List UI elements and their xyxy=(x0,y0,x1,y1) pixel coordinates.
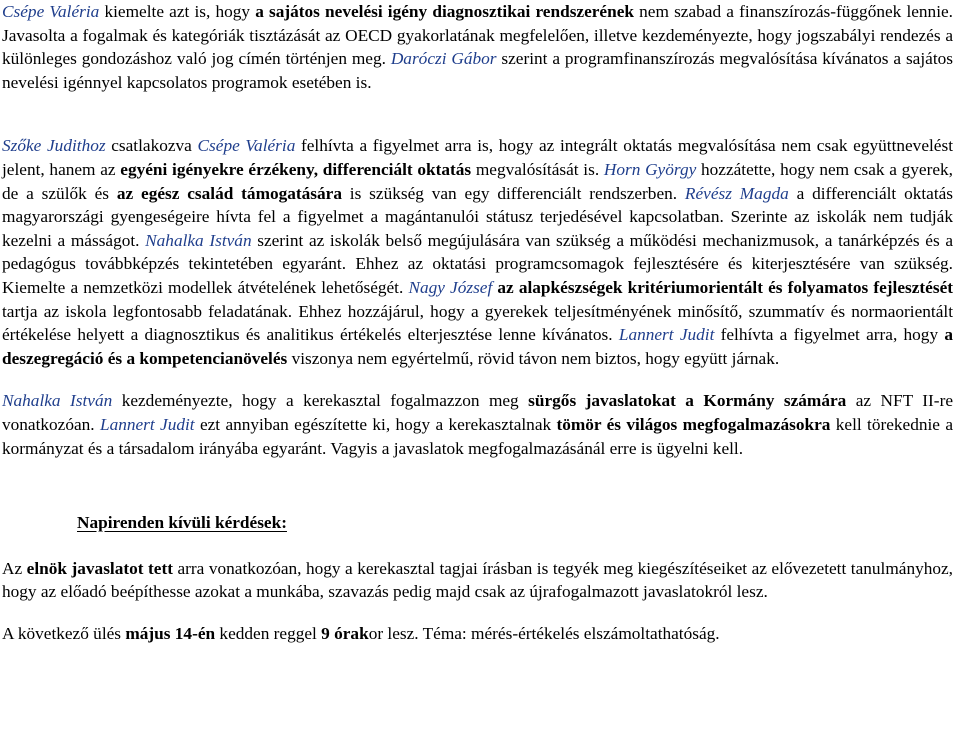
text-run: ezt annyiban egészítette ki, hogy a kerekasztalnak xyxy=(194,414,557,434)
person-name: Csépe Valéria xyxy=(197,136,296,156)
text-run: is szükség van egy differenciált rendszerben. xyxy=(341,183,685,203)
paragraph-next-meeting xyxy=(2,622,953,646)
person-name: Lannert Judit xyxy=(99,414,195,434)
text-run: tartja az iskola legfontosabb feladatának. Ehhez hozzájárul, hogy a gyerekek teljesítményének minősítő, szummatív és normaorientált értékelése helyett a diagnosztikus és analitikus értékelés elterjesztése lenne kívánatos. xyxy=(2,301,953,345)
text-run: arra vonatkozóan, hogy a kerekasztal tagjai írásban is tegyék meg kiegészítéseiket az elővezetett tanulmányhoz, hogy az előadó beépíthesse azokat a munkába, szavazás pedig majd csak az újrafogalmazott javaslatokról lesz. xyxy=(2,558,953,602)
person-name: Csépe Valéria xyxy=(2,2,100,21)
emphasis-bold: május 14-én xyxy=(125,623,216,643)
heading-container xyxy=(2,511,953,535)
text-run: felhívta a figyelmet arra, hogy xyxy=(714,325,945,345)
person-name: Lannert Judit xyxy=(618,325,715,345)
person-name: Révész Magda xyxy=(684,183,789,203)
emphasis-bold: 9 órak xyxy=(321,623,369,643)
text-run: csatlakozva xyxy=(105,136,198,156)
person-name: Nagy József xyxy=(408,277,493,297)
text-run: szerint a programfinanszírozás megvalósítása kívánatos a sajátos nevelési igénnyel kapcsolatos programok esetében is. xyxy=(2,49,953,92)
text-run: viszonya nem egyértelmű, rövid távon nem biztos, hogy együtt járnak. xyxy=(287,348,780,368)
person-name: Nahalka István xyxy=(145,230,252,250)
text-run: kezdeményezte, hogy a kerekasztal fogalmazzon meg xyxy=(112,391,529,411)
emphasis-bold: az alapkészségek kritériumorientált és folyamatos fejlesztését xyxy=(497,277,953,297)
emphasis-bold: egyéni igényekre érzékeny, differenciált oktatás xyxy=(120,159,472,179)
person-name: Nahalka István xyxy=(2,391,113,411)
text-run: a differenciált oktatás magyarországi gyengeségeire hívta fel a figyelmet a magántanulói státusz terjedésével kapcsolatban. Szerinte az iskolák nem tudják kezelni a másságot. xyxy=(2,183,954,250)
person-name: Szőke Judithoz xyxy=(2,136,106,156)
text-run: kell törekednie a kormányzat és a társadalom irányába egyaránt. Vagyis a javaslatok megfogalmazásánál erre is ügyelni kell. xyxy=(2,414,954,458)
person-name: Daróczi Gábor xyxy=(390,49,497,69)
text-run: kiemelte azt is, hogy xyxy=(99,2,256,21)
text-run: nem szabad a finanszírozás-függőnek lennie. Javasolta a fogalmak és kategóriák tisztázását az OECD gyakorlatának megfelelően, illetve kezdeményezte, hogy jogszabályi rendezés a különleges gondozáshoz való jog címén történjen meg. xyxy=(2,2,953,69)
text-run: hozzátette, hogy nem csak a gyerek, de a szülők és xyxy=(2,159,953,203)
emphasis-bold: a sajátos nevelési igény diagnosztikai rendszerének xyxy=(255,2,634,21)
text-run: A következő ülés xyxy=(2,623,126,643)
paragraph-chair-proposal xyxy=(2,557,953,604)
text-run: kedden reggel xyxy=(215,623,322,643)
emphasis-bold: az egész család támogatására xyxy=(116,183,342,203)
emphasis-bold: elnök javaslatot tett xyxy=(26,558,173,578)
text-run: felhívta a figyelmet arra is, hogy az integrált oktatás megvalósítása nem csak együttnevelést jelent, hanem az xyxy=(2,136,953,179)
emphasis-bold: sürgős javaslatokat a Kormány számára xyxy=(528,391,847,411)
text-run: Az xyxy=(2,558,27,578)
paragraph-diagnostics xyxy=(2,0,953,94)
paragraph-proposals xyxy=(2,389,953,460)
text-run: or lesz. Téma: mérés-értékelés elszámoltathatóság. xyxy=(368,623,720,643)
emphasis-bold: a deszegregáció és a kompetencianövelés xyxy=(2,325,953,368)
paragraph-integration xyxy=(2,134,953,370)
section-heading: Napirenden kívüli kérdések: xyxy=(77,513,287,533)
text-run: megvalósítását is. xyxy=(471,159,604,179)
text-run: szerint az iskolák belső megújulására van szükség a működési mechanizmusok, a tanárképzés és a pedagógus továbbképzés tekintetében egyaránt. Ehhez az oktatási programcsomagok fejlesztésére és kiterjesztésére van szükség. Kiemelte a nemzetközi modellek átvételének lehetőségét. xyxy=(2,230,953,297)
text-run: az NFT II-re vonatkozóan. xyxy=(2,391,953,434)
person-name: Horn György xyxy=(603,159,697,179)
emphasis-bold: tömör és világos megfogalmazásokra xyxy=(556,414,831,434)
